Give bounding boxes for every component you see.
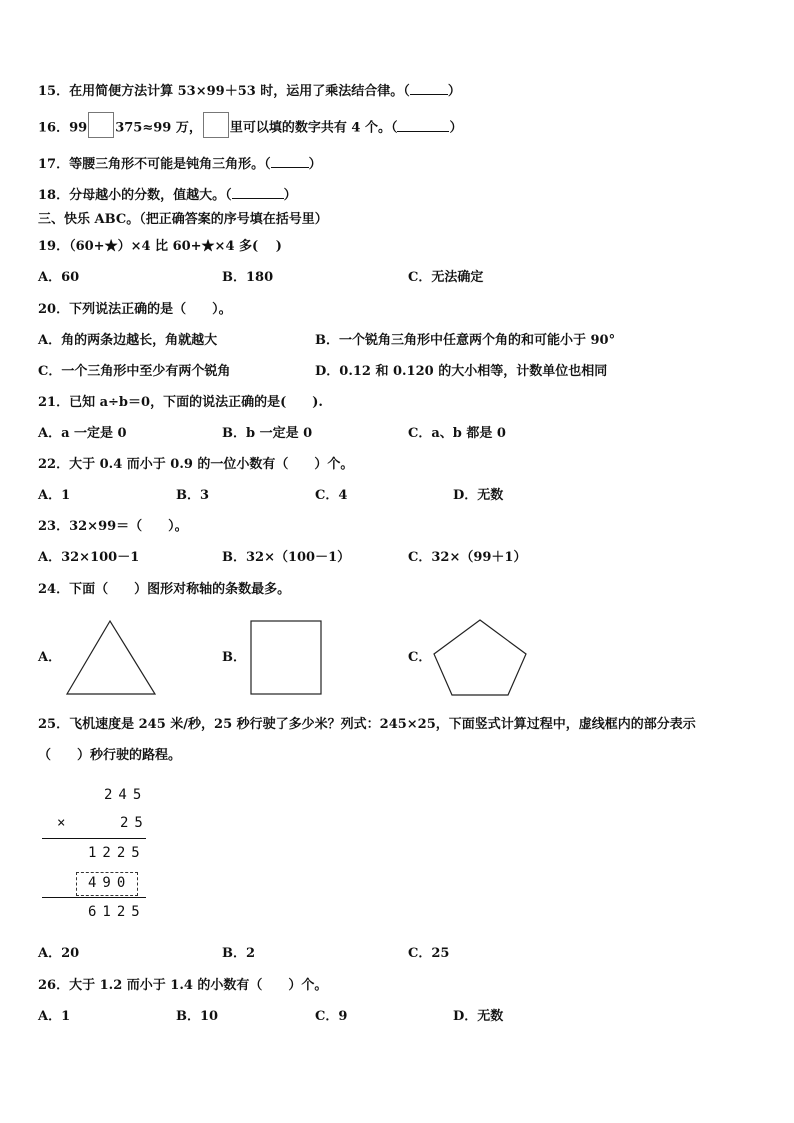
question-15: 15．在用简便方法计算 53×99＋53 时，运用了乘法结合律。（ ） bbox=[38, 84, 461, 99]
option-b[interactable]: B．10 bbox=[176, 1009, 219, 1024]
calc-product: 6125 bbox=[88, 904, 146, 920]
question-18: 18．分母越小的分数，值越大。（ ） bbox=[38, 188, 297, 203]
section-heading: 三、快乐 ABC。（把正确答案的序号填在括号里） bbox=[38, 212, 328, 227]
option-a[interactable]: A． bbox=[38, 650, 62, 665]
calc-rule bbox=[42, 838, 146, 839]
option-a[interactable]: A．60 bbox=[38, 270, 80, 285]
option-a[interactable]: A．1 bbox=[38, 488, 71, 503]
option-a[interactable]: A．20 bbox=[38, 946, 80, 961]
option-c[interactable]: C．无法确定 bbox=[408, 270, 484, 285]
question-15-text: 15．在用简便方法计算 53×99＋53 时，运用了乘法结合律。（ bbox=[38, 84, 410, 99]
question-22: 22．大于 0.4 而小于 0.9 的一位小数有（ ）个。 bbox=[38, 457, 354, 472]
option-b[interactable]: B．b 一定是 0 bbox=[222, 426, 313, 441]
option-c[interactable]: C．一个三角形中至少有两个锐角 bbox=[38, 364, 231, 379]
option-b[interactable]: B．32×（100－1） bbox=[222, 550, 351, 565]
question-23: 23．32×99＝（ ）。 bbox=[38, 519, 188, 534]
option-c[interactable]: C．9 bbox=[315, 1009, 348, 1024]
option-a[interactable]: A．a 一定是 0 bbox=[38, 426, 127, 441]
question-25-line2: （ ）秒行驶的路程。 bbox=[38, 748, 182, 763]
option-c[interactable]: C．32×（99＋1） bbox=[408, 550, 527, 565]
question-24: 24．下面（ ）图形对称轴的条数最多。 bbox=[38, 582, 291, 597]
option-c[interactable]: C．a、b 都是 0 bbox=[408, 426, 506, 441]
option-c[interactable]: C．25 bbox=[408, 946, 450, 961]
times-sign: × bbox=[57, 815, 66, 831]
calc-rule bbox=[42, 897, 146, 898]
option-a[interactable]: A．1 bbox=[38, 1009, 71, 1024]
option-a[interactable]: A．32×100－1 bbox=[38, 550, 140, 565]
option-c[interactable]: C．4 bbox=[315, 488, 348, 503]
option-d[interactable]: D．无数 bbox=[453, 1009, 504, 1024]
question-19: 19．（60+★）×4 比 60+★×4 多( ) bbox=[38, 239, 282, 254]
option-d[interactable]: D．0.12 和 0.120 的大小相等，计数单位也相同 bbox=[315, 364, 608, 379]
calc-multiplicand: 245 bbox=[104, 787, 148, 803]
question-20: 20．下列说法正确的是（ ）。 bbox=[38, 302, 232, 317]
option-b[interactable]: B．180 bbox=[222, 270, 274, 285]
option-b[interactable]: B． bbox=[222, 650, 246, 665]
option-c[interactable]: C． bbox=[408, 650, 432, 665]
question-26: 26．大于 1.2 而小于 1.4 的小数有（ ）个。 bbox=[38, 978, 328, 993]
question-21: 21．已知 a÷b＝0，下面的说法正确的是( ). bbox=[38, 395, 323, 410]
square-shape bbox=[251, 621, 321, 694]
calc-partial-1: 1225 bbox=[88, 845, 146, 861]
calc-partial-2: 490 bbox=[88, 875, 132, 891]
option-b[interactable]: B．2 bbox=[222, 946, 256, 961]
option-a[interactable]: A．角的两条边越长，角就越大 bbox=[38, 333, 218, 348]
question-25-line1: 25．飞机速度是 245 米/秒，25 秒行驶了多少米？列式：245×25，下面竖式计算过程中，虚线框内的部分表示 bbox=[38, 717, 696, 732]
question-17: 17．等腰三角形不可能是钝角三角形。（ ） bbox=[38, 157, 322, 172]
calc-multiplier: 25 bbox=[120, 815, 149, 831]
triangle-shape bbox=[67, 621, 155, 694]
option-d[interactable]: D．无数 bbox=[453, 488, 504, 503]
option-b[interactable]: B．一个锐角三角形中任意两个角的和可能小于 90° bbox=[315, 333, 616, 348]
pentagon-shape bbox=[434, 620, 526, 695]
option-b[interactable]: B．3 bbox=[176, 488, 210, 503]
question-16: 16．99 375≈99 万， 里可以填的数字共有 4 个。（ ） bbox=[38, 118, 462, 138]
